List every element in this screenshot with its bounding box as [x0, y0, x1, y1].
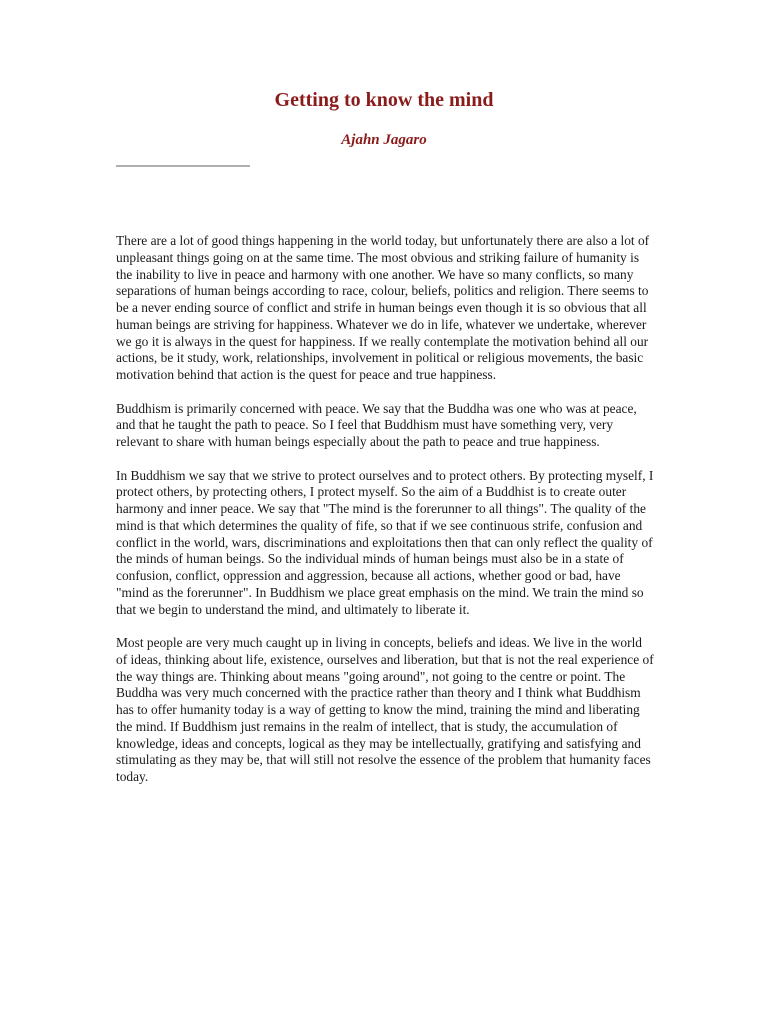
paragraph: Most people are very much caught up in living in concepts, beliefs and ideas. We live in the world of ideas, thinking about life, existence, ourselves and liberation, but that is not the real experience of the way things are. Thinking about means "going around", not going to the centre or point. The Buddha was very much concerned with the practice rather than theory and I think what Buddhism has to offer humanity today is a way of getting to know the mind, training the mind and liberating the mind. If Buddhism just remains in the realm of intellect, that is study, the accumulation of knowledge, ideas and concepts, logical as they may be intellectually, gratifying and satisfying and stimulating as they may be, that will still not resolve the essence of the problem that humanity faces today.: [116, 635, 654, 784]
paragraph: There are a lot of good things happening in the world today, but unfortunately there are also a lot of unpleasant things going on at the same time. The most obvious and striking failure of humanity is the inability to live in peace and harmony with one another. We have so many conflicts, so many separations of human beings according to race, colour, beliefs, politics and religion. There seems to be a never ending source of conflict and strife in human beings even though it is so obvious that all human beings are striving for happiness. Whatever we do in life, whatever we undertake, wherever we go it is always in the quest for happiness. If we really contemplate the motivation behind all our actions, be it study, work, relationships, involvement in political or religious movements, the basic motivation behind that action is the quest for peace and true happiness.: [116, 233, 650, 382]
paragraph: Buddhism is primarily concerned with peace. We say that the Buddha was one who was at peace, and that he taught the path to peace. So I feel that Buddhism must have something very, very relevant to share with human beings especially about the path to peace and true happiness.: [116, 400, 637, 449]
divider-rule: [116, 165, 250, 167]
author-name: Ajahn Jagaro: [341, 132, 427, 148]
article-body: [116, 233, 656, 803]
page-title: Getting to know the mind: [274, 89, 494, 111]
paragraph: In Buddhism we say that we strive to protect ourselves and to protect others. By protecting myself, I protect others, by protecting others, I protect myself. So the aim of a Buddhist is to create outer harmony and inner peace. We say that "The mind is the forerunner to all things". The quality of the mind is that which determines the quality of fife, so that if we see continuous strife, confusion and conflict in the world, wars, discriminations and exploitations then that can only reflect the quality of the minds of human beings. So the individual minds of human beings must also be in a state of confusion, conflict, oppression and aggression, because all actions, whether good or bad, have "mind as the forerunner". In Buddhism we place great emphasis on the mind. We train the mind so that we begin to understand the mind, and ultimately to liberate it.: [116, 467, 654, 617]
